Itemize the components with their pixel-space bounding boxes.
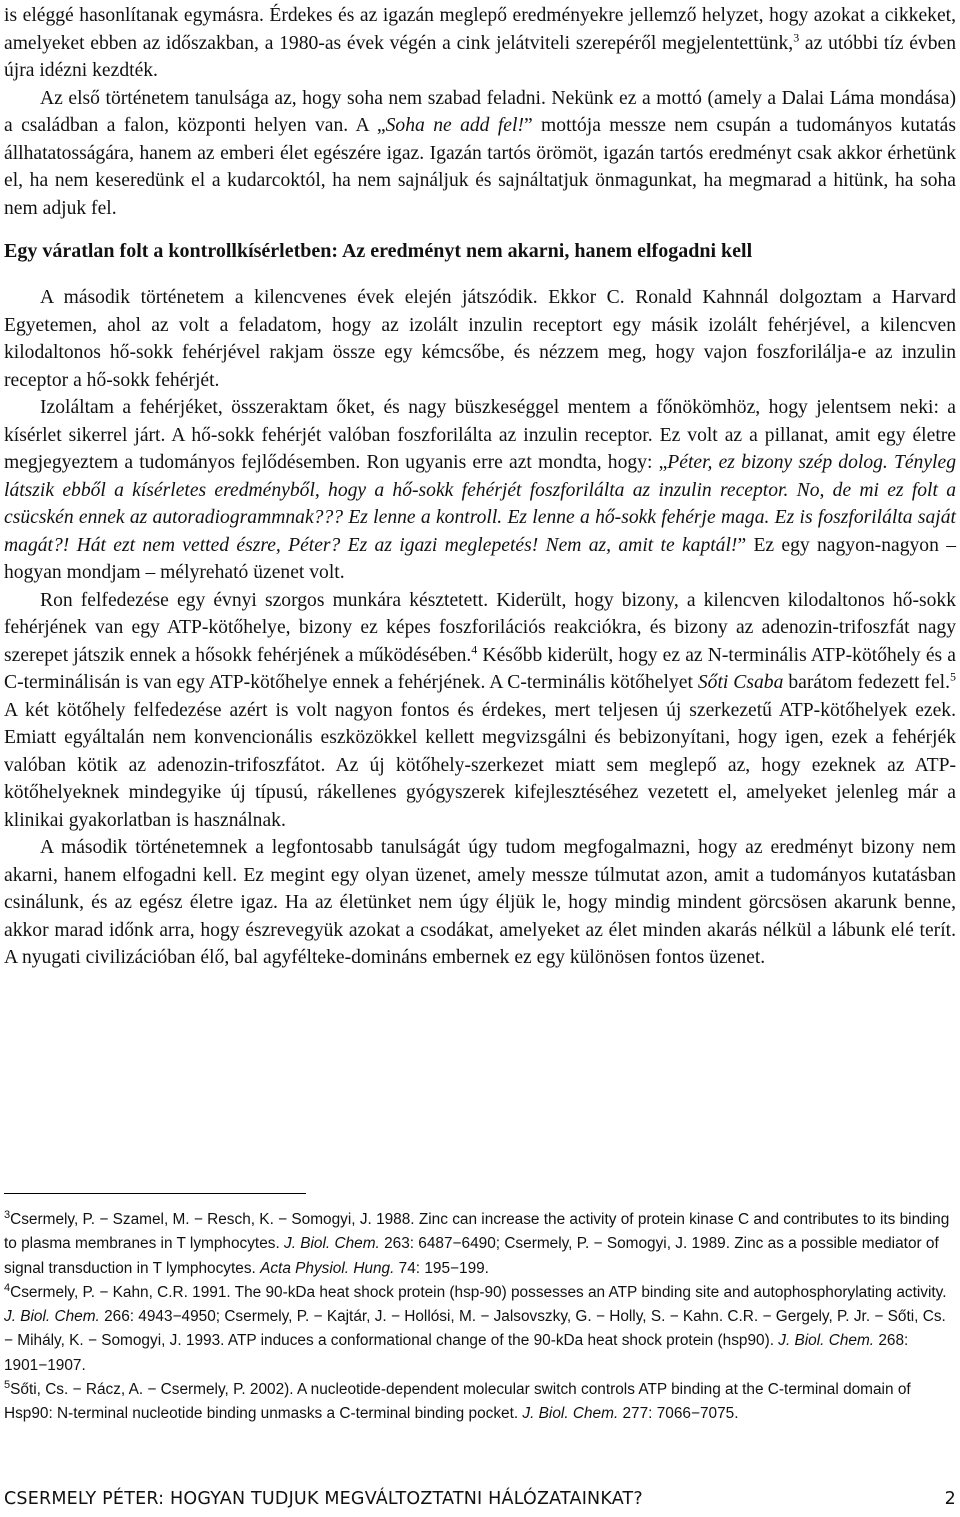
footnote-3 [4, 1208, 956, 1281]
italic-text: Soha ne add fel! [385, 115, 524, 136]
footnote-ref: 3 [4, 1208, 11, 1221]
italic-text: J. Biol. Chem. [284, 1235, 380, 1253]
text-run: az utóbbi tíz évben újra idézni kezdték. [4, 32, 956, 81]
section-heading: Egy váratlan folt a kontrollkísérletben: Az eredményt nem akarni, hanem elfogadni kell [4, 240, 753, 262]
text-run: Izoláltam a fehérjéket, összeraktam őket, és nagy büszkeséggel mentem a főnökömhöz, hogy jelentsem neki: a kísérlet sikerrel járt. A hő-sokk fehérjét valóban foszforilálta az inzulin receptor. Ez volt az a pillanat, amit egy életre megjegyeztem a tudományos fejlődésemben. Ron ugyanis erre azt mondta, hogy: „ [4, 397, 956, 473]
text-run: Később kiderült, hogy ez az N-terminális ATP-kötőhely és a C-terminálisán is van egy ATP-kötőhelye ennek a fehérjének. A C-terminális kötőhelyet [4, 644, 956, 693]
italic-text: J. Biol. Chem. [522, 1405, 619, 1423]
text-run: A második történetemnek a legfontosabb tanulságát úgy tudom megfogalmazni, hogy az eredményt bizony nem akarni, hanem elfogadni kell. Ez megint egy olyan üzenet, amely messze túlmutat azon, amit a tudományos kutatásban csinálunk, és az egész életre igaz. Ha az életünket nem úgy éljük le, hogy mindig mindent görcsösen akarunk benne, akkor marad időnk arra, hogy észrevegyük azokat a csodákat, amelyeket az élet minden akarás nélkül a lábunk elé terít. A nyugati civilizációban élő, bal agyfélteke-domináns embernek ez egy különösen fontos üzenet. [4, 837, 956, 968]
running-title: CSERMELY PÉTER: HOGYAN TUDJUK MEGVÁLTOZTATNI HÁLÓZATAINKAT? [4, 1489, 643, 1509]
footnotes [4, 1208, 956, 1427]
footnote-ref: 4 [4, 1281, 11, 1294]
text-run: A második történetem a kilencvenes évek elején játszódik. Ekkor C. Ronald Kahnnál dolgoztam a Harvard Egyetemen, ahol az volt a feladatom, hogy az izolált inzulin receptort egy másik izolált fehérjével, a kilencven kilodaltonos hő-sokk fehérjével rakjam össze egy kémcsőbe, és nézzem meg, hogy vajon foszforilálja-e az inzulin receptor a hő-sokk fehérjét. [4, 287, 956, 391]
text-run: 266: 4943−4950; Csermely, P. − Kajtár, J. − Hollósi, M. − Jalsovszky, G. − Holly, S. − Kahn. C.R. − Gergely, P. Jr. − Sőti, Cs. − Mihály, K. − Somogyi, J. 1993. ATP induces a conformational change of the 90-kDa heat shock protein (hsp90). [4, 1308, 946, 1350]
text-run: 74: 195−199. [394, 1259, 489, 1277]
main-text [4, 2, 956, 972]
text-run: 263: 6487−6490; Csermely, P. − Somogyi, J. 1989. Zinc as a possible mediator of signal transduction in T lymphocytes. [4, 1235, 939, 1277]
italic-text: Péter, ez bizony szép dolog. Tényleg látszik ebből a kísérletes eredményből, hogy a hő-sokk fehérjét foszforilálta az inzulin receptor. No, de mi ez folt a csücskén ennek az autoradiogrammnak??? Ez lenne a kontroll. Ez lenne a hő-sokk fehérje maga. Ez is foszforilálta saját magát?! Hát ezt nem vetted észre, Péter? Ez az igazi meglepetés! Nem az, amit te kaptál! [4, 452, 956, 556]
paragraph [4, 2, 956, 85]
text-run: A két kötőhely felfedezése azért is volt nagyon fontos és érdekes, mert teljesen új szerkezetű ATP-kötőhelyek ezek. Emiatt egyáltalán nem konvencionális eszközökkel kellett megvizsgálni és bebizonyítani, hogy igen, ezek a fehérjék valóban kötik az adenozin-trifoszfátot. Az új kötőhely-szerkezet miatt sem meglepő az, hogy ezeknek az ATP-kötőhelyeknek mindegyike új típusú, rákellenes gyógyszerek kifejlesztéséhez vezetett el, amelyeket jelenleg már a klinikai gyakorlatban is használnak. [4, 699, 956, 831]
document-page [4, 0, 956, 1517]
text-run: Csermely, P. − Kahn, C.R. 1991. The 90-kDa heat shock protein (hsp-90) possesses an ATP binding site and autophosphorylating activity. [10, 1283, 947, 1301]
italic-text: Acta Physiol. Hung. [260, 1259, 395, 1277]
text-run: Az első történetem tanulsága az, hogy soha nem szabad feladni. Nekünk ez a mottó (amely a Dalai Láma mondása) a családban a falon, központi helyen van. A „ [4, 87, 956, 136]
paragraph [4, 85, 956, 223]
text-run: Sőti, Cs. − Rácz, A. − Csermely, P. 2002). A nucleotide-dependent molecular switch controls ATP binding at the C-terminal domain of Hsp90: N-terminal nucleotide binding unmasks a C-terminal binding pocket. [4, 1381, 911, 1423]
text-run: 277: 7066−7075. [618, 1405, 739, 1423]
italic-text: Sőti Csaba [697, 672, 784, 693]
paragraph [4, 284, 956, 394]
page-footer [4, 1489, 956, 1509]
text-run: Csermely, P. − Szamel, M. − Resch, K. − Somogyi, J. 1988. Zinc can increase the activity of protein kinase C and contributes to its binding to plasma membranes in T lymphocytes. [4, 1211, 950, 1253]
footnote-ref: 5 [950, 669, 956, 684]
text-run: ” mottója messze nem csupán a tudományos kutatás állhatatosságára, hanem az emberi élet egészére igaz. Igazán tartós örömöt, igazán tartós eredményt csak akkor érhetünk el, ha nem keseredünk el a kudarcoktól, ha nem sajnáljuk és sajnáltatjuk önmagunkat, ha megmarad a hitünk, ha soha nem adjuk fel. [4, 115, 956, 219]
text-run: Ron felfedezése egy évnyi szorgos munkára késztetett. Kiderült, hogy bizony, a kilencven kilodaltonos hő-sokk fehérjének van egy ATP-kötőhelye, bizony ez képes foszforilációs reakciókra, és bizony az adenozin-trifoszfát nagy szerepet játszik ennek a hősokk fehérjének a működésében. [4, 589, 956, 666]
page-number: 2 [944, 1489, 956, 1509]
text-run: ” Ez egy nagyon-nagyon – hogyan mondjam – mélyreható üzenet volt. [4, 534, 956, 583]
paragraph [4, 587, 956, 835]
footnote-separator [4, 1193, 306, 1194]
paragraph [4, 834, 956, 972]
footnote-5 [4, 1378, 956, 1427]
text-run: barátom fedezett fel. [783, 672, 950, 693]
text-run: 268: 1901−1907. [4, 1332, 909, 1374]
footnote-4 [4, 1281, 956, 1378]
italic-text: J. Biol. Chem. [4, 1308, 100, 1326]
paragraph [4, 394, 956, 587]
footnote-ref: 3 [793, 29, 800, 44]
text-run: is eléggé hasonlítanak egymásra. Érdekes és az igazán meglepő eredményekre jellemző helyzet, hogy azokat a cikkeket, amelyeket ebben az időszakban, a 1980-as évek végén a cink jelátviteli szerepéről megjelentettünk, [4, 5, 956, 54]
footnote-ref: 5 [4, 1378, 11, 1391]
italic-text: J. Biol. Chem. [778, 1332, 875, 1350]
footnote-ref: 4 [471, 641, 478, 656]
